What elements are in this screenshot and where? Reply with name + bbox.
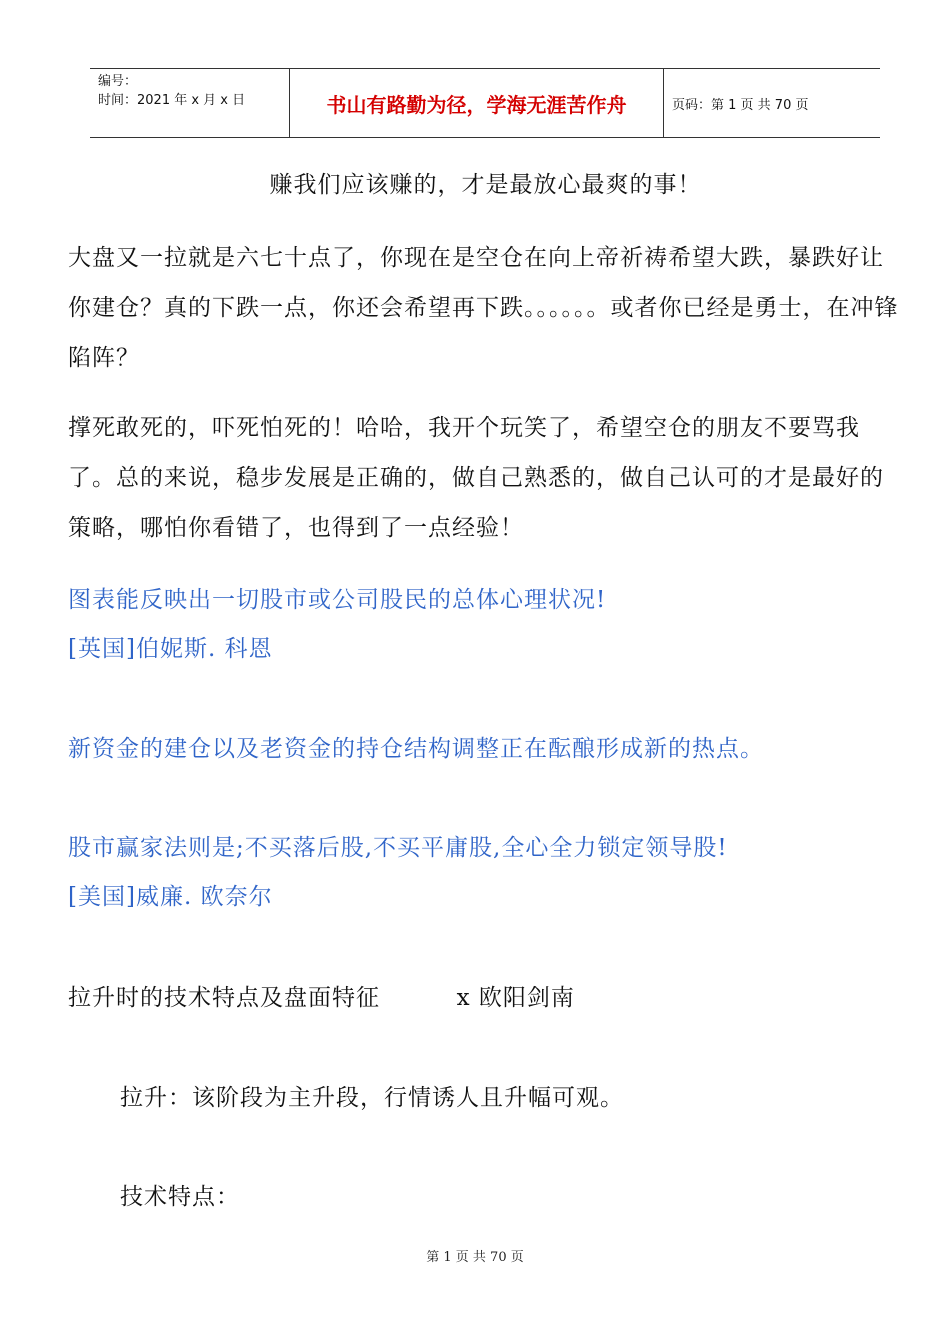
quote-1-author: [英国]伯妮斯. 科恩 (68, 636, 273, 662)
section-title: 拉升时的技术特点及盘面特征 (68, 985, 380, 1011)
time-label: 时间：2021 年 x 月 x 日 (98, 93, 246, 108)
quote-2: 新资金的建仓以及老资金的持仓结构调整正在酝酿形成新的热点。 (68, 736, 764, 762)
quote-1: 图表能反映出一切股市或公司股民的总体心理状况! (68, 587, 607, 613)
quote-3-author: [美国]威廉. 欧奈尔 (68, 884, 273, 910)
page-footer: 第 1 页 共 70 页 (426, 1250, 524, 1265)
header-page-label: 页码：第 1 页 共 70 页 (672, 97, 809, 113)
tech-features-heading: 技术特点： (120, 1184, 240, 1210)
lashen-paragraph: 拉升：该阶段为主升段，行情诱人且升幅可观。 (120, 1085, 624, 1111)
header-meta (90, 69, 290, 137)
page-header (90, 68, 880, 138)
paragraph-2: 撑死敢死的，吓死怕死的！哈哈，我开个玩笑了，希望空仓的朋友不要骂我了。总的来说，稳步发展是正确的，做自己熟悉的，做自己认可的才是最好的策略，哪怕你看错了，也得到了一点经验！ (68, 415, 884, 541)
number-label: 编号： (98, 74, 138, 89)
header-motto: 书山有路勤为径，学海无涯苦作舟 (290, 69, 664, 137)
section-author: x 欧阳剑南 (456, 985, 575, 1011)
document-title: 赚我们应该赚的，才是最放心最爽的事！ (269, 172, 702, 198)
section-heading (68, 973, 903, 1023)
quote-3: 股市赢家法则是;不买落后股,不买平庸股,全心全力锁定领导股! (68, 835, 728, 861)
paragraph-1: 大盘又一拉就是六七十点了，你现在是空仓在向上帝祈祷希望大跌，暴跌好让你建仓？真的下跌一点，你还会希望再下跌。。。。。。或者你已经是勇士，在冲锋陷阵？ (68, 245, 899, 371)
